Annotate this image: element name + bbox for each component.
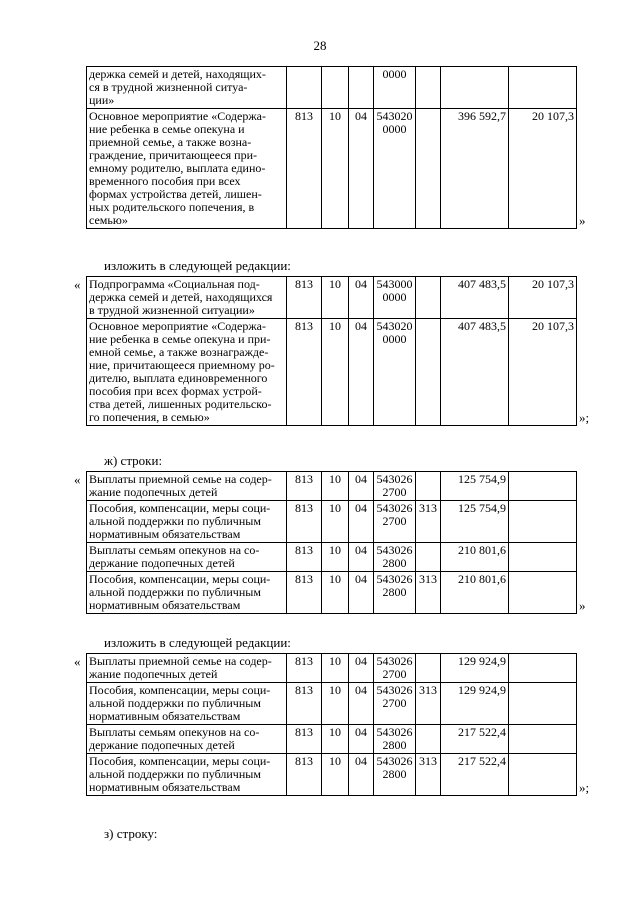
cell-vr <box>416 472 441 501</box>
open-quote: « <box>74 472 81 487</box>
open-quote: « <box>74 654 81 669</box>
cell-pr: 04 <box>349 109 374 229</box>
cell-gr: 813 <box>287 543 322 572</box>
cell-pr: 04 <box>349 319 374 426</box>
cell-s2: 20 107,3 <box>509 277 577 319</box>
cell-name: Выплаты семьям опекунов на со- держание подопечных детей <box>87 543 287 572</box>
cell-vr <box>416 543 441 572</box>
cell-pr: 04 <box>349 754 374 796</box>
cell-pr: 04 <box>349 277 374 319</box>
table-row <box>87 754 577 796</box>
cell-s1: 210 801,6 <box>441 543 509 572</box>
page-number: 28 <box>313 38 327 53</box>
cell-s1: 125 754,9 <box>441 472 509 501</box>
cell-pr: 04 <box>349 654 374 683</box>
cell-rz: 10 <box>322 654 349 683</box>
cell-s2 <box>509 754 577 796</box>
cell-s1: 396 592,7 <box>441 109 509 229</box>
cell-gr: 813 <box>287 472 322 501</box>
cell-vr <box>416 109 441 229</box>
cell-vr: 313 <box>416 683 441 725</box>
cell-s1: 407 483,5 <box>441 319 509 426</box>
cell-pr: 04 <box>349 543 374 572</box>
budget-table <box>86 653 577 796</box>
cell-rz <box>322 67 349 109</box>
section-caption: ж) строки: <box>104 453 163 468</box>
cell-rz: 10 <box>322 501 349 543</box>
table-row <box>87 109 577 229</box>
cell-gr: 813 <box>287 501 322 543</box>
footer-caption: з) строку: <box>104 826 158 841</box>
cell-name: Пособия, компенсации, меры соци- альной поддержки по публичным нормативным обязательствам <box>87 572 287 614</box>
cell-s2: 20 107,3 <box>509 319 577 426</box>
cell-pr <box>349 67 374 109</box>
cell-csr: 543026 2800 <box>374 725 416 754</box>
cell-rz: 10 <box>322 754 349 796</box>
cell-name: Пособия, компенсации, меры соци- альной поддержки по публичным нормативным обязательствам <box>87 683 287 725</box>
cell-s1: 210 801,6 <box>441 572 509 614</box>
cell-vr: 313 <box>416 501 441 543</box>
cell-rz: 10 <box>322 319 349 426</box>
cell-csr: 543020 0000 <box>374 319 416 426</box>
cell-s1: 217 522,4 <box>441 725 509 754</box>
table-row <box>87 572 577 614</box>
cell-csr: 543026 2700 <box>374 501 416 543</box>
cell-rz: 10 <box>322 277 349 319</box>
budget-table <box>86 471 577 614</box>
table-row <box>87 725 577 754</box>
cell-gr: 813 <box>287 725 322 754</box>
cell-csr: 543026 2700 <box>374 472 416 501</box>
cell-s1: 407 483,5 <box>441 277 509 319</box>
cell-gr: 813 <box>287 319 322 426</box>
cell-s2 <box>509 501 577 543</box>
cell-s1: 129 924,9 <box>441 654 509 683</box>
cell-name: Выплаты приемной семье на содер- жание подопечных детей <box>87 654 287 683</box>
cell-name: Основное мероприятие «Содержа- ние ребенка в семье опекуна и приемной семье, а также возна- граждение, причитающееся при- емному родителю, выплата едино- временного пособия при всех формах устройства детей, лишен- ных родительского попечения, в семью» <box>87 109 287 229</box>
table-row <box>87 472 577 501</box>
cell-name: держка семей и детей, находящих- ся в трудной жизненной ситуа- ции» <box>87 67 287 109</box>
cell-csr: 543026 2800 <box>374 754 416 796</box>
table-row <box>87 654 577 683</box>
cell-rz: 10 <box>322 472 349 501</box>
cell-gr <box>287 67 322 109</box>
cell-csr: 543000 0000 <box>374 277 416 319</box>
close-quote: »; <box>579 780 590 795</box>
cell-csr: 543020 0000 <box>374 109 416 229</box>
cell-csr: 543026 2700 <box>374 654 416 683</box>
cell-gr: 813 <box>287 572 322 614</box>
cell-pr: 04 <box>349 572 374 614</box>
cell-vr <box>416 654 441 683</box>
close-quote: » <box>579 598 586 613</box>
cell-pr: 04 <box>349 472 374 501</box>
section-caption: изложить в следующей редакции: <box>104 635 291 650</box>
close-quote: »; <box>579 410 590 425</box>
close-quote: » <box>579 213 586 228</box>
cell-rz: 10 <box>322 725 349 754</box>
cell-s2 <box>509 725 577 754</box>
table-row <box>87 501 577 543</box>
section-caption: изложить в следующей редакции: <box>104 258 291 273</box>
cell-name: Пособия, компенсации, меры соци- альной поддержки по публичным нормативным обязательствам <box>87 501 287 543</box>
table-row <box>87 683 577 725</box>
cell-s2 <box>509 654 577 683</box>
budget-table <box>86 66 577 229</box>
cell-gr: 813 <box>287 683 322 725</box>
cell-s1: 129 924,9 <box>441 683 509 725</box>
cell-vr <box>416 725 441 754</box>
cell-s1: 217 522,4 <box>441 754 509 796</box>
cell-csr: 543026 2700 <box>374 683 416 725</box>
cell-s1: 125 754,9 <box>441 501 509 543</box>
cell-rz: 10 <box>322 683 349 725</box>
cell-pr: 04 <box>349 725 374 754</box>
cell-name: Выплаты семьям опекунов на со- держание подопечных детей <box>87 725 287 754</box>
cell-csr: 0000 <box>374 67 416 109</box>
cell-gr: 813 <box>287 654 322 683</box>
cell-name: Выплаты приемной семье на содер- жание подопечных детей <box>87 472 287 501</box>
cell-pr: 04 <box>349 683 374 725</box>
cell-vr: 313 <box>416 572 441 614</box>
open-quote: « <box>74 277 81 292</box>
cell-rz: 10 <box>322 543 349 572</box>
cell-s2 <box>509 472 577 501</box>
cell-name: Подпрограмма «Социальная под- держка семей и детей, находящихся в трудной жизненной ситуации» <box>87 277 287 319</box>
cell-s2 <box>509 543 577 572</box>
cell-s2 <box>509 67 577 109</box>
cell-gr: 813 <box>287 109 322 229</box>
cell-s2: 20 107,3 <box>509 109 577 229</box>
cell-s2 <box>509 683 577 725</box>
cell-vr: 313 <box>416 754 441 796</box>
table-row <box>87 319 577 426</box>
cell-csr: 543026 2800 <box>374 543 416 572</box>
cell-rz: 10 <box>322 109 349 229</box>
cell-s1 <box>441 67 509 109</box>
cell-gr: 813 <box>287 277 322 319</box>
cell-s2 <box>509 572 577 614</box>
table-row <box>87 67 577 109</box>
cell-gr: 813 <box>287 754 322 796</box>
table-row <box>87 277 577 319</box>
cell-vr <box>416 277 441 319</box>
table-row <box>87 543 577 572</box>
cell-pr: 04 <box>349 501 374 543</box>
cell-vr <box>416 319 441 426</box>
cell-csr: 543026 2800 <box>374 572 416 614</box>
budget-table <box>86 276 577 426</box>
cell-rz: 10 <box>322 572 349 614</box>
cell-vr <box>416 67 441 109</box>
cell-name: Пособия, компенсации, меры соци- альной поддержки по публичным нормативным обязательствам <box>87 754 287 796</box>
cell-name: Основное мероприятие «Содержа- ние ребенка в семье опекуна и при- емной семье, а также вознагражде- ние, причитающееся приемному ро- дителю, выплата единовременного пособия при всех формах устрой- ства детей, лишенных родительско- го попечения, в семью» <box>87 319 287 426</box>
